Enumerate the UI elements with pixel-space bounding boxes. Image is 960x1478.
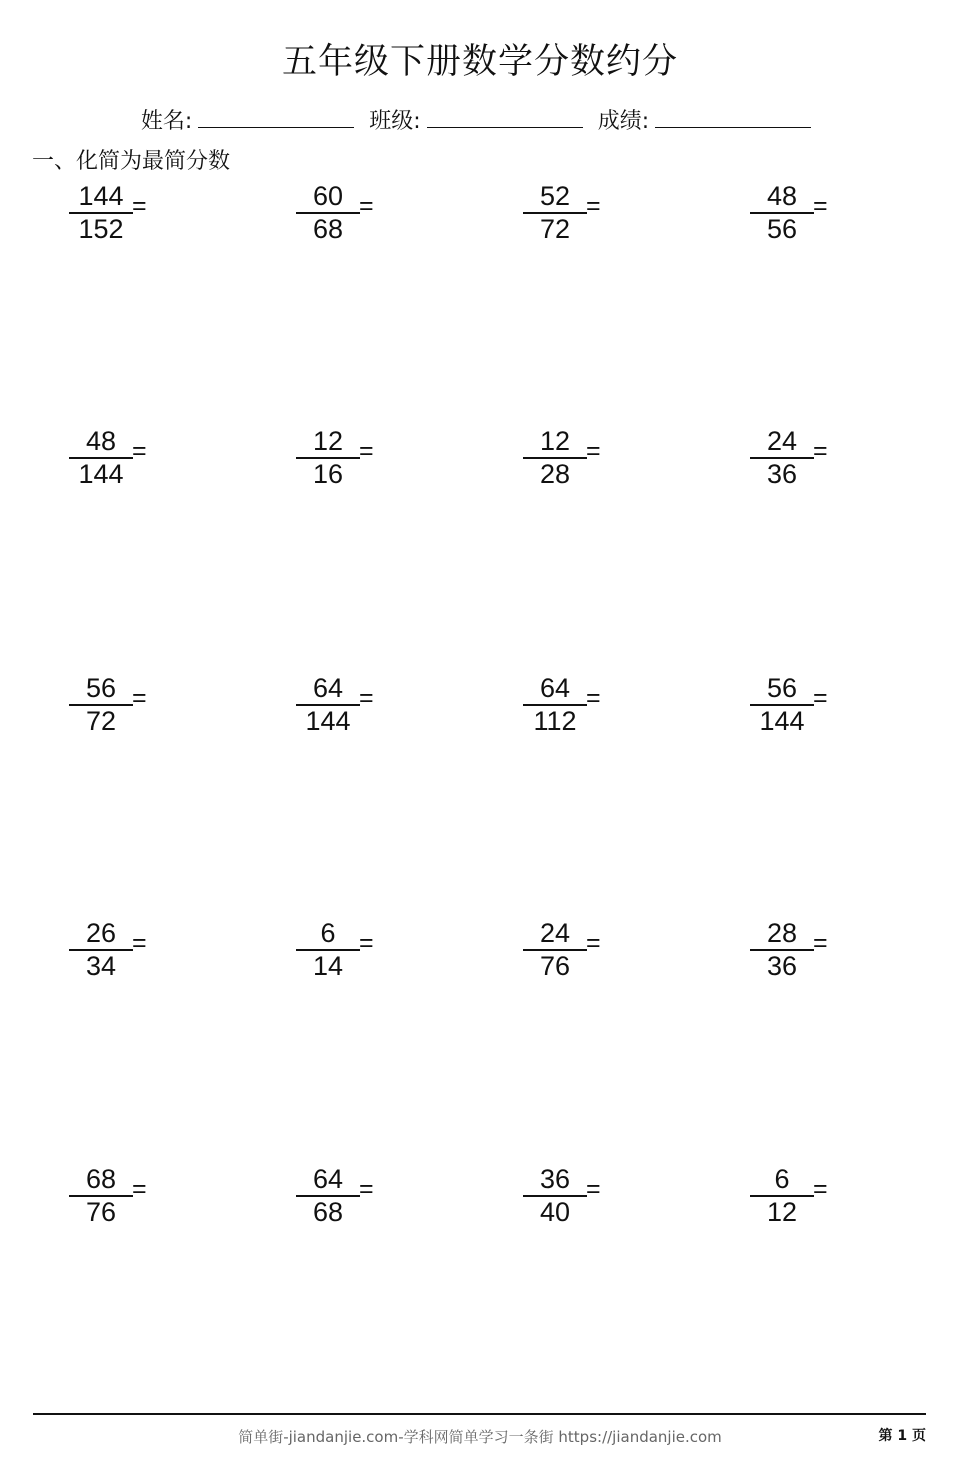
section-heading: 一、化简为最简分数 — [32, 149, 231, 174]
denominator: 152 — [78, 214, 124, 244]
footer-divider — [33, 1413, 926, 1415]
numerator: 52 — [539, 181, 571, 211]
fraction — [296, 426, 360, 490]
denominator: 12 — [766, 1197, 798, 1227]
equals-sign: = — [132, 929, 147, 957]
equals-sign: = — [359, 684, 374, 712]
numerator: 64 — [312, 1164, 344, 1194]
denominator: 34 — [85, 951, 117, 981]
denominator: 144 — [78, 459, 124, 489]
fraction-problem — [750, 918, 880, 982]
page-number: 第 1 页 — [878, 1428, 926, 1444]
equals-sign: = — [586, 437, 601, 465]
fraction-problem — [750, 673, 880, 737]
denominator: 76 — [85, 1197, 117, 1227]
fraction — [523, 918, 587, 982]
fraction — [750, 918, 814, 982]
fraction — [750, 1164, 814, 1228]
fraction-problem — [523, 1164, 653, 1228]
fraction-problem — [296, 1164, 426, 1228]
numerator: 64 — [539, 673, 571, 703]
numerator: 26 — [85, 918, 117, 948]
fraction — [523, 673, 587, 737]
equals-sign: = — [813, 929, 828, 957]
fraction-problem — [296, 181, 426, 245]
class-label: 班级: — [369, 109, 421, 134]
fraction — [69, 673, 133, 737]
numerator: 12 — [312, 426, 344, 456]
equals-sign: = — [586, 929, 601, 957]
denominator: 72 — [85, 706, 117, 736]
equals-sign: = — [359, 929, 374, 957]
fraction — [750, 426, 814, 490]
denominator: 144 — [305, 706, 351, 736]
fraction — [750, 673, 814, 737]
fraction-problem — [523, 426, 653, 490]
fraction — [69, 1164, 133, 1228]
denominator: 72 — [539, 214, 571, 244]
denominator: 112 — [533, 706, 577, 736]
page-title: 五年级下册数学分数约分 — [281, 42, 678, 82]
denominator: 40 — [539, 1197, 571, 1227]
fraction — [523, 181, 587, 245]
fraction — [69, 181, 133, 245]
student-info-row — [0, 104, 960, 135]
fraction-problem — [69, 1164, 199, 1228]
fraction-problem — [69, 426, 199, 490]
equals-sign: = — [132, 1175, 147, 1203]
equals-sign: = — [586, 192, 601, 220]
numerator: 6 — [774, 1164, 790, 1194]
equals-sign: = — [132, 192, 147, 220]
fraction — [523, 1164, 587, 1228]
equals-sign: = — [586, 684, 601, 712]
equals-sign: = — [132, 684, 147, 712]
fraction — [69, 426, 133, 490]
equals-sign: = — [586, 1175, 601, 1203]
numerator: 64 — [312, 673, 344, 703]
fraction-problem — [523, 181, 653, 245]
numerator: 48 — [766, 181, 798, 211]
fraction — [296, 181, 360, 245]
equals-sign: = — [359, 437, 374, 465]
fraction — [523, 426, 587, 490]
name-label: 姓名: — [140, 109, 193, 134]
footer-text: 简单街-jiandanjie.com-学科网简单学习一条街 https://jiandanjie.com — [238, 1428, 722, 1446]
equals-sign: = — [359, 1175, 374, 1203]
numerator: 68 — [85, 1164, 117, 1194]
score-label: 成绩: — [597, 109, 650, 134]
numerator: 56 — [766, 673, 798, 703]
numerator: 6 — [320, 918, 336, 948]
score-blank — [655, 105, 811, 128]
numerator: 12 — [539, 426, 571, 456]
fraction-problem — [750, 181, 880, 245]
numerator: 48 — [85, 426, 117, 456]
equals-sign: = — [813, 437, 828, 465]
fraction-problem — [69, 918, 199, 982]
denominator: 76 — [539, 951, 571, 981]
class-blank — [427, 105, 583, 128]
fraction-problem — [296, 918, 426, 982]
fraction-problem — [523, 918, 653, 982]
fraction-problem — [750, 1164, 880, 1228]
fraction — [296, 918, 360, 982]
denominator: 36 — [766, 459, 798, 489]
denominator: 68 — [312, 214, 344, 244]
denominator: 56 — [766, 214, 798, 244]
fraction — [296, 1164, 360, 1228]
numerator: 28 — [766, 918, 798, 948]
numerator: 24 — [539, 918, 571, 948]
fraction — [69, 918, 133, 982]
fraction-problem — [750, 426, 880, 490]
denominator: 14 — [312, 951, 344, 981]
fraction — [296, 673, 360, 737]
equals-sign: = — [813, 1175, 828, 1203]
equals-sign: = — [813, 684, 828, 712]
fraction-problem — [523, 673, 653, 737]
equals-sign: = — [813, 192, 828, 220]
numerator: 144 — [78, 181, 124, 211]
denominator: 68 — [312, 1197, 344, 1227]
name-blank — [198, 105, 354, 128]
equals-sign: = — [359, 192, 374, 220]
numerator: 24 — [766, 426, 798, 456]
numerator: 56 — [85, 673, 117, 703]
fraction — [750, 181, 814, 245]
fraction-problem — [296, 426, 426, 490]
equals-sign: = — [132, 437, 147, 465]
denominator: 16 — [312, 459, 344, 489]
fraction-problem — [69, 673, 199, 737]
denominator: 28 — [539, 459, 571, 489]
fraction-problem — [69, 181, 199, 245]
fraction-problem — [296, 673, 426, 737]
denominator: 36 — [766, 951, 798, 981]
numerator: 36 — [539, 1164, 571, 1194]
numerator: 60 — [312, 181, 344, 211]
denominator: 144 — [759, 706, 805, 736]
